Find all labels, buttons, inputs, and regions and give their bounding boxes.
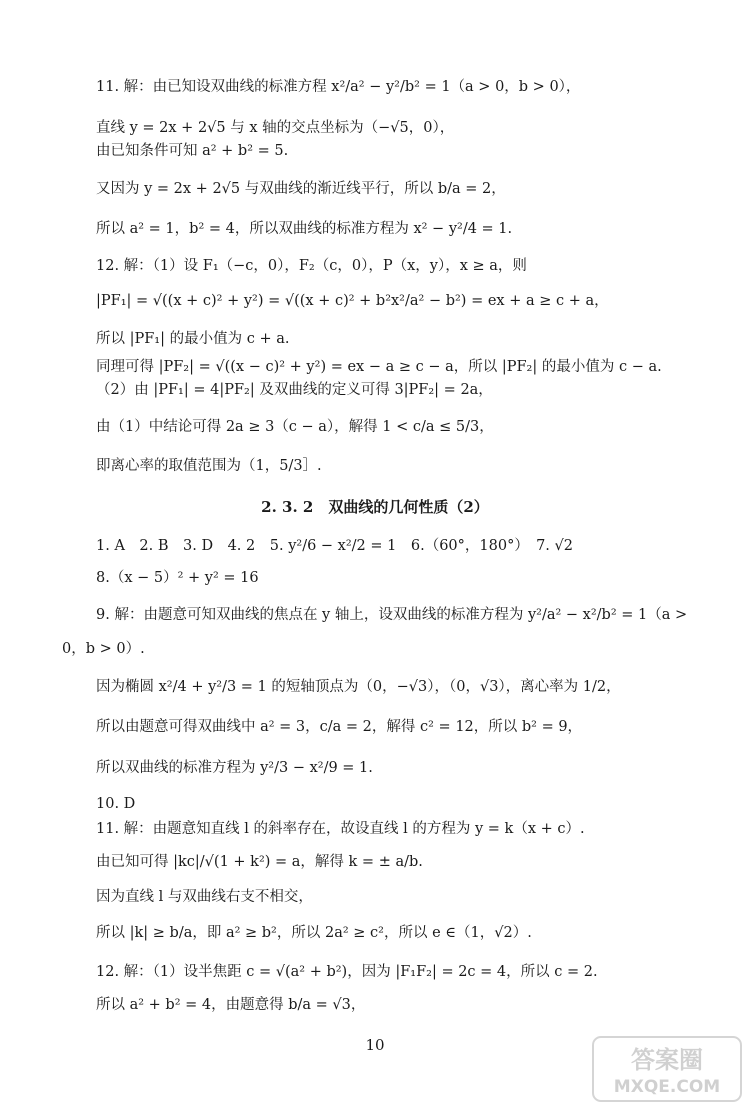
text-line: 11. 解：由已知设双曲线的标准方程 x²/a² − y²/b² = 1（a > 0，b > 0），	[96, 79, 581, 95]
text-line: 因为直线 l 与双曲线右支不相交，	[96, 889, 313, 905]
section-title: 2. 3. 2 双曲线的几何性质（2）	[261, 498, 489, 516]
text-line: 0，b > 0）.	[62, 641, 145, 657]
text-line: 所以 |PF₁| 的最小值为 c + a.	[96, 331, 290, 347]
text-line: 12. 解：（1）设半焦距 c = √(a² + b²)，因为 |F₁F₂| = 2c = 4，所以 c = 2.	[96, 964, 598, 980]
text-line: 由已知可得 |kc|/√(1 + k²) = a，解得 k = ± a/b.	[96, 854, 423, 870]
text-line: 因为椭圆 x²/4 + y²/3 = 1 的短轴顶点为（0，−√3），（0，√3），离心率为 1/2，	[96, 679, 621, 695]
text-line: 所以 a² + b² = 4，由题意得 b/a = √3，	[96, 997, 366, 1013]
watermark-logo	[592, 1036, 742, 1102]
watermark-top-text: 答案圈	[631, 1046, 703, 1074]
text-line: 直线 y = 2x + 2√5 与 x 轴的交点坐标为（−√5，0），	[96, 120, 455, 136]
text-line: 8.（x − 5）² + y² = 16	[96, 570, 259, 586]
text-line: 同理可得 |PF₂| = √((x − c)² + y²) = ex − a ≥ c − a，所以 |PF₂| 的最小值为 c − a.	[96, 359, 662, 375]
text-line: 所以双曲线的标准方程为 y²/3 − x²/9 = 1.	[96, 760, 373, 776]
text-line: 又因为 y = 2x + 2√5 与双曲线的渐近线平行，所以 b/a = 2，	[96, 181, 506, 197]
text-line: 11. 解：由题意知直线 l 的斜率存在，故设直线 l 的方程为 y = k（x + c）.	[96, 821, 585, 837]
text-line: （2）由 |PF₁| = 4|PF₂| 及双曲线的定义可得 3|PF₂| = 2a，	[96, 382, 493, 398]
text-line: 所以 a² = 1，b² = 4，所以双曲线的标准方程为 x² − y²/4 = 1.	[96, 221, 513, 237]
text-line: 即离心率的取值范围为（1，5/3］.	[96, 458, 322, 474]
text-line: 所以由题意可得双曲线中 a² = 3，c/a = 2，解得 c² = 12，所以 b² = 9，	[96, 719, 583, 735]
text-line: 9. 解：由题意可知双曲线的焦点在 y 轴上，设双曲线的标准方程为 y²/a² − x²/b² = 1（a >	[96, 607, 688, 623]
text-line: 所以 |k| ≥ b/a，即 a² ≥ b²，所以 2a² ≥ c²，所以 e ∈（1，√2）.	[96, 925, 532, 941]
text-line: 由已知条件可知 a² + b² = 5.	[96, 143, 289, 159]
text-line: 1. A 2. B 3. D 4. 2 5. y²/6 − x²/2 = 1 6.（60°，180°） 7. √2	[96, 538, 573, 554]
text-line: |PF₁| = √((x + c)² + y²) = √((x + c)² + b²x²/a² − b²) = ex + a ≥ c + a，	[96, 293, 609, 309]
text-line: 10. D	[96, 796, 136, 812]
watermark-bottom-text: MXQE.COM	[613, 1077, 721, 1097]
text-line: 由（1）中结论可得 2a ≥ 3（c − a），解得 1 < c/a ≤ 5/3，	[96, 419, 494, 435]
text-line: 12. 解：（1）设 F₁（−c，0），F₂（c，0），P（x，y），x ≥ a，则	[96, 258, 527, 274]
page-number: 10	[365, 1036, 385, 1054]
